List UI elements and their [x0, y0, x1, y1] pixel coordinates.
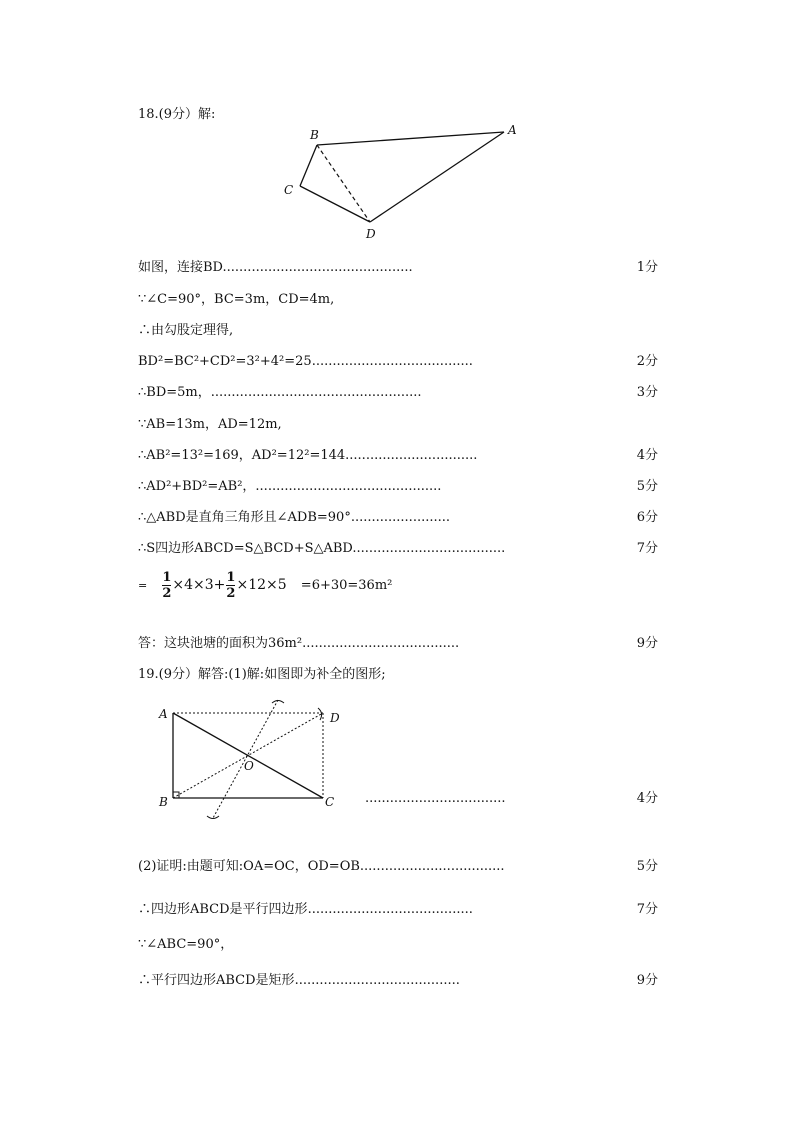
solution-line	[138, 540, 505, 558]
line-score: 5分	[636, 479, 658, 494]
vertex-label-d: D	[366, 227, 376, 241]
formula-part-2: ×12×5	[236, 577, 287, 593]
solution-line	[138, 384, 422, 402]
leader-dots: ........................................	[307, 902, 473, 917]
leader-dots: .......................................	[311, 354, 473, 369]
q18-quadrilateral-figure	[270, 118, 530, 243]
vertex-label-o: O	[244, 759, 254, 773]
line-score: 9分	[636, 973, 658, 988]
q19-header: 19.(9分）解答:(1)解:如图即为补全的图形;	[138, 667, 386, 682]
vertex-label-c: C	[284, 183, 294, 197]
leader-dots: ........................	[350, 510, 451, 525]
line-score: 5分	[636, 859, 658, 874]
leader-dots: ...................................	[359, 859, 505, 874]
solution-text: ∴AD²+BD²=AB²，	[138, 479, 256, 494]
solution-text: 如图，连接BD	[138, 260, 223, 275]
segment-bd-dashed	[317, 145, 370, 222]
line-score: 4分	[636, 448, 658, 463]
solution-text: ∴平行四边形ABCD是矩形	[138, 973, 295, 988]
fraction-half-1: $\frac{1}{2}$	[162, 570, 172, 601]
solution-text: ∵∠ABC=90°，	[138, 937, 234, 952]
q19-figure-score: 4分	[636, 791, 658, 806]
leader-dots: .....................................	[352, 541, 506, 556]
leader-dots: ..............................................	[222, 260, 413, 275]
line-score: 7分	[636, 541, 658, 556]
q18-header: 18.(9分）解:	[138, 107, 216, 122]
solution-text: ∴△ABD是直角三角形且∠ADB=90°	[138, 510, 351, 525]
solution-line	[138, 901, 473, 919]
q19-figure-dots: ..................................	[365, 791, 506, 806]
solution-line	[138, 353, 473, 371]
vertex-label-a: A	[508, 123, 517, 137]
solution-text: ∴S四边形ABCD=S△BCD+S△ABD	[138, 541, 353, 556]
leader-dots: ................................	[345, 448, 478, 463]
vertex-label-b: B	[159, 795, 168, 809]
solution-line	[138, 291, 334, 309]
solution-text: ∵∠C=90°，BC=3m，CD=4m,	[138, 292, 335, 307]
line-score: 7分	[636, 902, 658, 917]
solution-line	[138, 478, 441, 496]
solution-line	[138, 972, 460, 990]
solution-text: ∴BD=5m，	[138, 385, 211, 400]
solution-text: ∴四边形ABCD是平行四边形	[138, 902, 308, 917]
solution-line	[138, 936, 233, 954]
solution-line	[138, 858, 505, 876]
line-score: 2分	[636, 354, 658, 369]
q18-answer-score: 9分	[636, 636, 658, 651]
leader-dots: ........................................	[294, 973, 460, 988]
formula-part-1: ×4×3+	[172, 577, 226, 593]
vertex-label-a: A	[159, 707, 168, 721]
fraction-half-2: $\frac{1}{2}$	[226, 570, 236, 601]
solution-line	[138, 259, 413, 277]
line-score: 3分	[636, 385, 658, 400]
solution-text: ∴由勾股定理得,	[138, 323, 234, 338]
solution-line	[138, 509, 450, 527]
solution-line	[138, 416, 282, 434]
leader-dots: ...................................................	[210, 385, 422, 400]
formula-result: =6+30=36m²	[300, 578, 393, 593]
solution-line	[138, 447, 477, 465]
solution-text: BD²=BC²+CD²=3²+4²=25	[138, 354, 312, 369]
solution-line	[138, 322, 233, 340]
solution-text: ∴AB²=13²=169，AD²=12²=144	[138, 448, 346, 463]
vertex-label-c: C	[325, 795, 335, 809]
solution-text: (2)证明:由题可知:OA=OC，OD=OB	[138, 859, 360, 874]
vertex-label-b: B	[310, 128, 319, 142]
q19-rectangle-figure	[150, 690, 360, 825]
line-score: 6分	[636, 510, 658, 525]
line-score: 1分	[636, 260, 658, 275]
q18-answer-line: 答：这块池塘的面积为36m²......................................	[138, 636, 460, 651]
formula-equals: =	[138, 579, 148, 592]
q18-area-formula	[138, 571, 392, 600]
solution-text: ∵AB=13m，AD=12m,	[138, 417, 282, 432]
leader-dots: .............................................	[255, 479, 442, 494]
vertex-label-d: D	[330, 711, 340, 725]
